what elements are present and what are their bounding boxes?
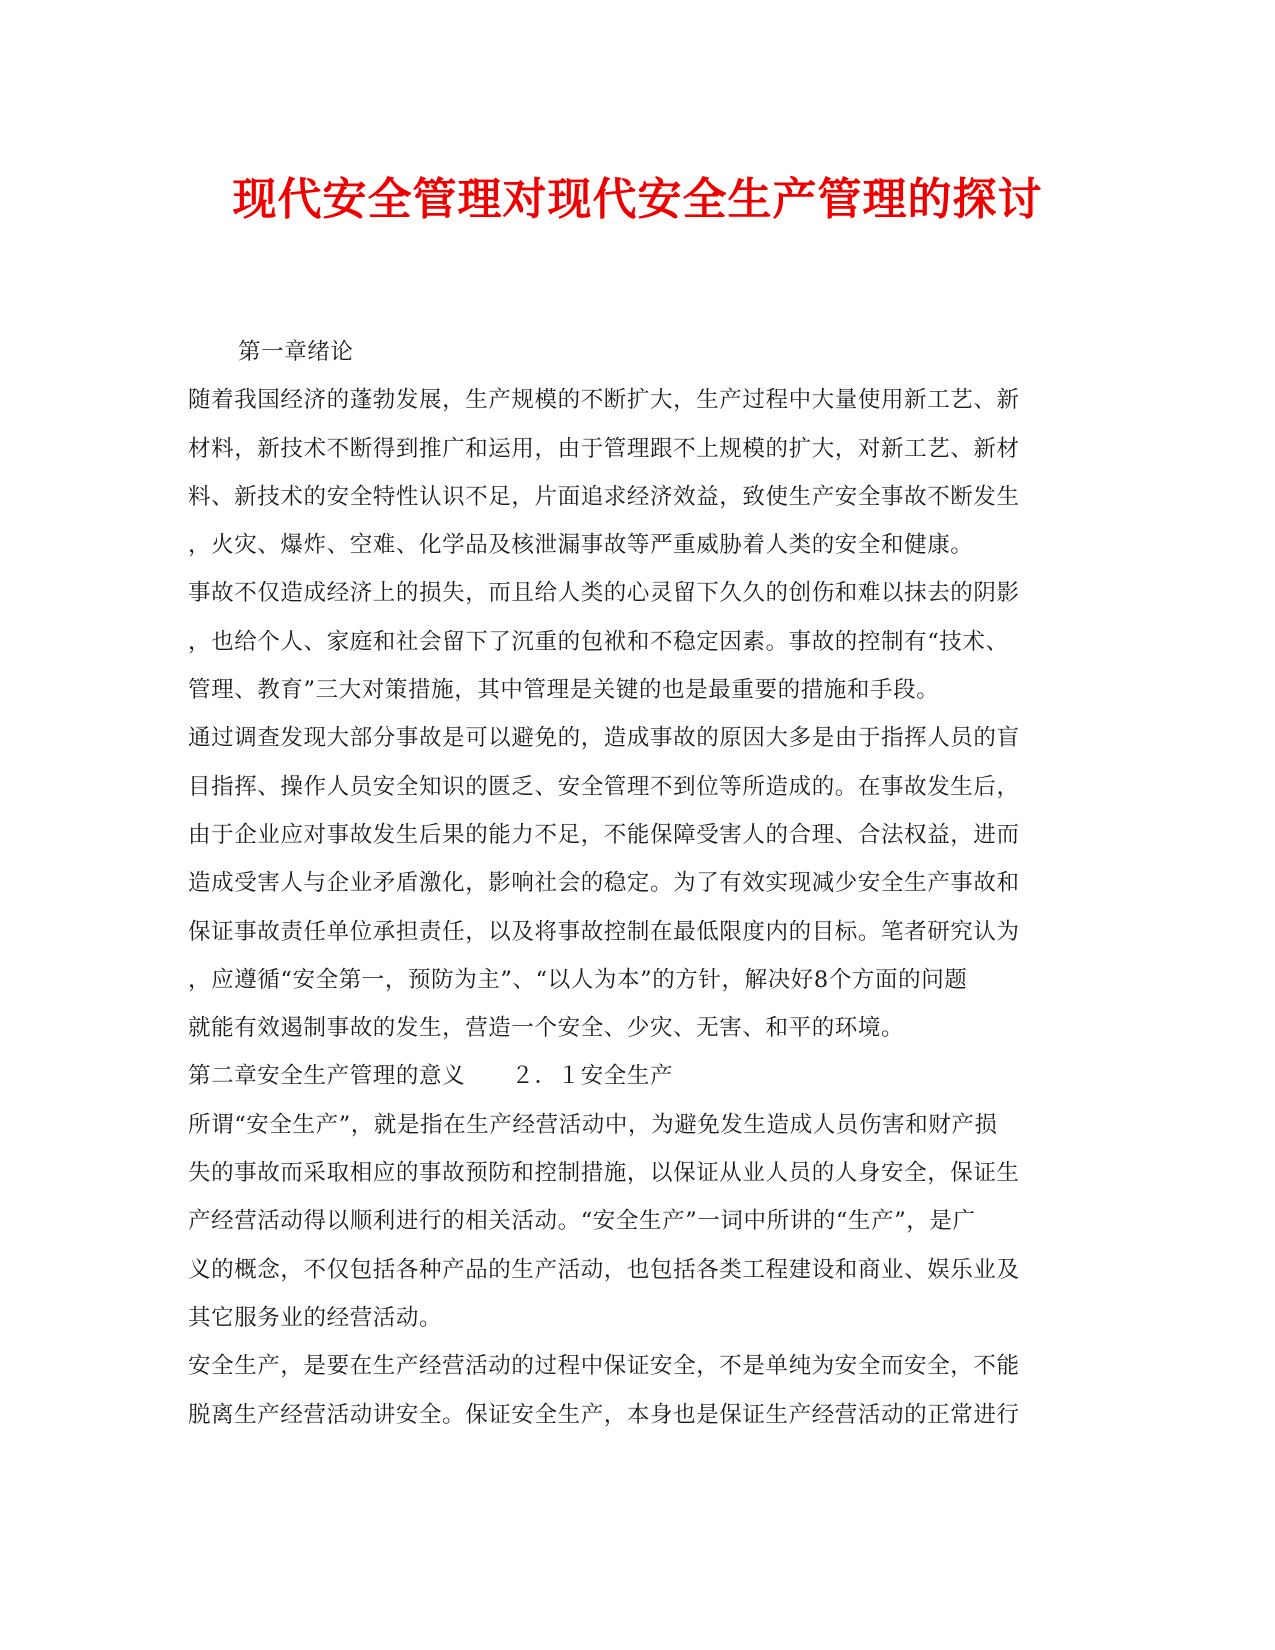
text-line: 通过调查发现大部分事故是可以避免的，造成事故的原因大多是由于指挥人员的盲 [188, 725, 1020, 752]
text-line: ，应遵循“安全第一，预防为主”、“以人为本”的方针，解决好8个方面的问题 [188, 966, 968, 993]
text-line: 所谓“安全生产”，就是指在生产经营活动中，为避免发生造成人员伤害和财产损 [188, 1111, 998, 1138]
text-line: 义的概念，不仅包括各种产品的生产活动，也包括各类工程建设和商业、娱乐业及 [188, 1256, 1020, 1283]
text-line: 随着我国经济的蓬勃发展，生产规模的不断扩大，生产过程中大量使用新工艺、新 [188, 387, 1020, 414]
document-body [188, 328, 1088, 1439]
text-line: 事故不仅造成经济上的损失，而且给人类的心灵留下久久的创伤和难以抹去的阴影 [188, 580, 1020, 607]
text-line: 管理、教育”三大对策措施，其中管理是关键的也是最重要的措施和手段。 [188, 677, 940, 704]
text-line: 就能有效遏制事故的发生，营造一个安全、少灾、无害、和平的环境。 [188, 1015, 905, 1042]
text-line: 安全生产，是要在生产经营活动的过程中保证安全，不是单纯为安全而安全，不能 [188, 1353, 1020, 1380]
chapter-heading: 第二章安全生产管理的意义 ２．１安全生产 [188, 1063, 674, 1090]
text-line: 目指挥、操作人员安全知识的匮乏、安全管理不到位等所造成的。在事故发生后， [188, 773, 1020, 800]
text-line: ，也给个人、家庭和社会留下了沉重的包袱和不稳定因素。事故的控制有“技术、 [188, 628, 1009, 655]
text-line: 料、新技术的安全特性认识不足，片面追求经济效益，致使生产安全事故不断发生 [188, 483, 1020, 510]
text-line: 由于企业应对事故发生后果的能力不足，不能保障受害人的合理、合法权益，进而 [188, 821, 1020, 848]
text-line: 产经营活动得以顺利进行的相关活动。“安全生产”一词中所讲的“生产”，是广 [188, 1208, 976, 1235]
text-line: 造成受害人与企业矛盾激化，影响社会的稳定。为了有效实现减少安全生产事故和 [188, 870, 1020, 897]
chapter-heading: 第一章绪论 [238, 339, 354, 365]
text-line: 脱离生产经营活动讲安全。保证安全生产，本身也是保证生产经营活动的正常进行 [188, 1401, 1020, 1428]
text-line: 保证事故责任单位承担责任，以及将事故控制在最低限度内的目标。笔者研究认为 [188, 918, 1020, 945]
document-title: 现代安全管理对现代安全生产管理的探讨 [232, 174, 1043, 225]
text-line: 其它服务业的经营活动。 [188, 1304, 443, 1331]
text-line: ，火灾、爆炸、空难、化学品及核泄漏事故等严重威胁着人类的安全和健康。 [188, 532, 974, 559]
text-line: 失的事故而采取相应的事故预防和控制措施，以保证从业人员的人身安全，保证生 [188, 1160, 1020, 1187]
text-line: 材料，新技术不断得到推广和运用，由于管理跟不上规模的扩大，对新工艺、新材 [188, 435, 1020, 462]
